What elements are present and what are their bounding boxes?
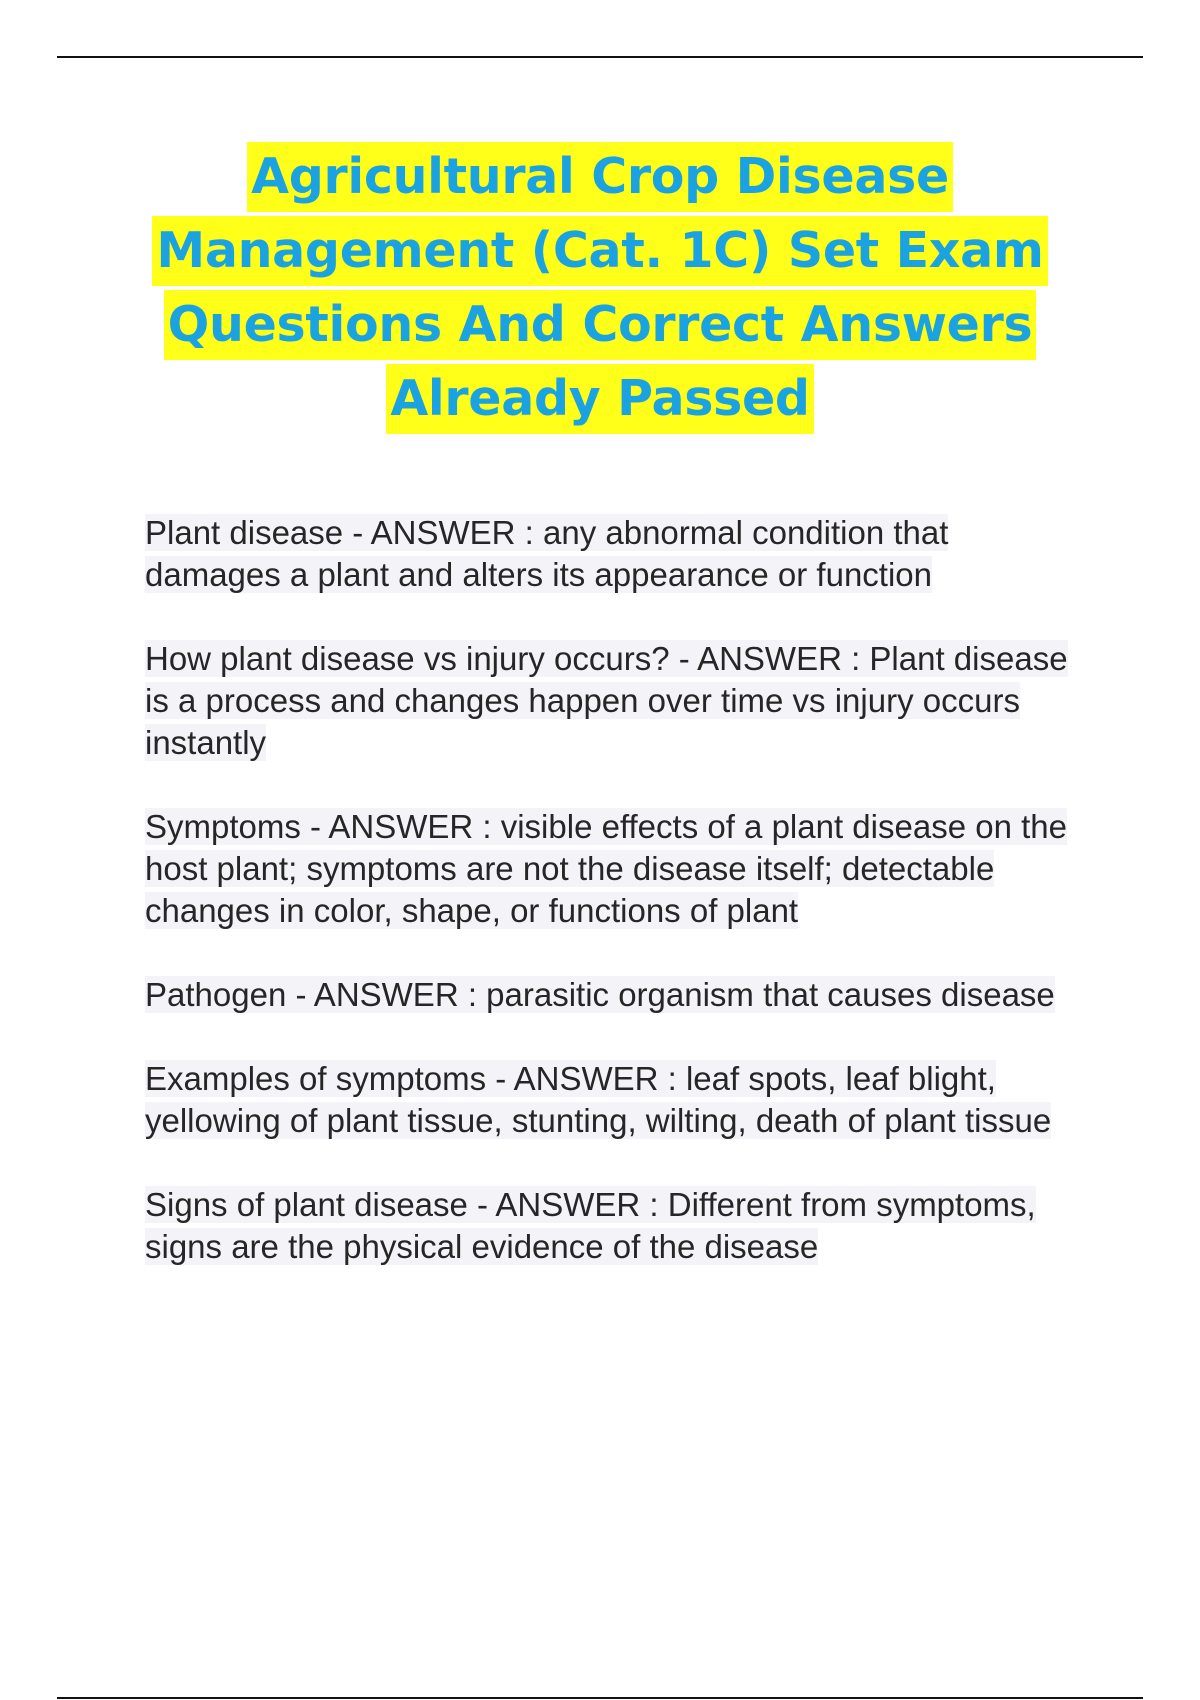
title-line-3: Questions And Correct Answers — [164, 290, 1037, 360]
qa-text: How plant disease vs injury occurs? - ANSWER : Plant disease is a process and changes happen over time vs injury occurs instantly — [145, 640, 1068, 761]
qa-text: Pathogen - ANSWER : parasitic organism that causes disease — [145, 976, 1055, 1013]
qa-text: Examples of symptoms - ANSWER : leaf spots, leaf blight, yellowing of plant tissue, stunting, wilting, death of plant tissue — [145, 1060, 1052, 1139]
qa-text: Symptoms - ANSWER : visible effects of a plant disease on the host plant; symptoms are not the disease itself; detectable changes in color, shape, or functions of plant — [145, 808, 1067, 929]
title-line-4: Already Passed — [386, 364, 813, 434]
qa-item-signs-of-plant-disease — [145, 1184, 1075, 1268]
qa-text: Signs of plant disease - ANSWER : Different from symptoms, signs are the physical evidence of the disease — [145, 1186, 1036, 1265]
footer-rule — [57, 1697, 1143, 1699]
qa-list — [145, 512, 1075, 1310]
header-rule — [57, 56, 1143, 58]
qa-item-plant-disease — [145, 512, 1075, 596]
document-title — [0, 140, 1200, 436]
qa-item-symptoms — [145, 806, 1075, 932]
qa-text: Plant disease - ANSWER : any abnormal condition that damages a plant and alters its appearance or function — [145, 514, 949, 593]
title-line-2: Management (Cat. 1C) Set Exam — [152, 216, 1047, 286]
title-line-1: Agricultural Crop Disease — [247, 142, 953, 212]
qa-item-examples-of-symptoms — [145, 1058, 1075, 1142]
qa-item-disease-vs-injury — [145, 638, 1075, 764]
qa-item-pathogen — [145, 974, 1075, 1016]
